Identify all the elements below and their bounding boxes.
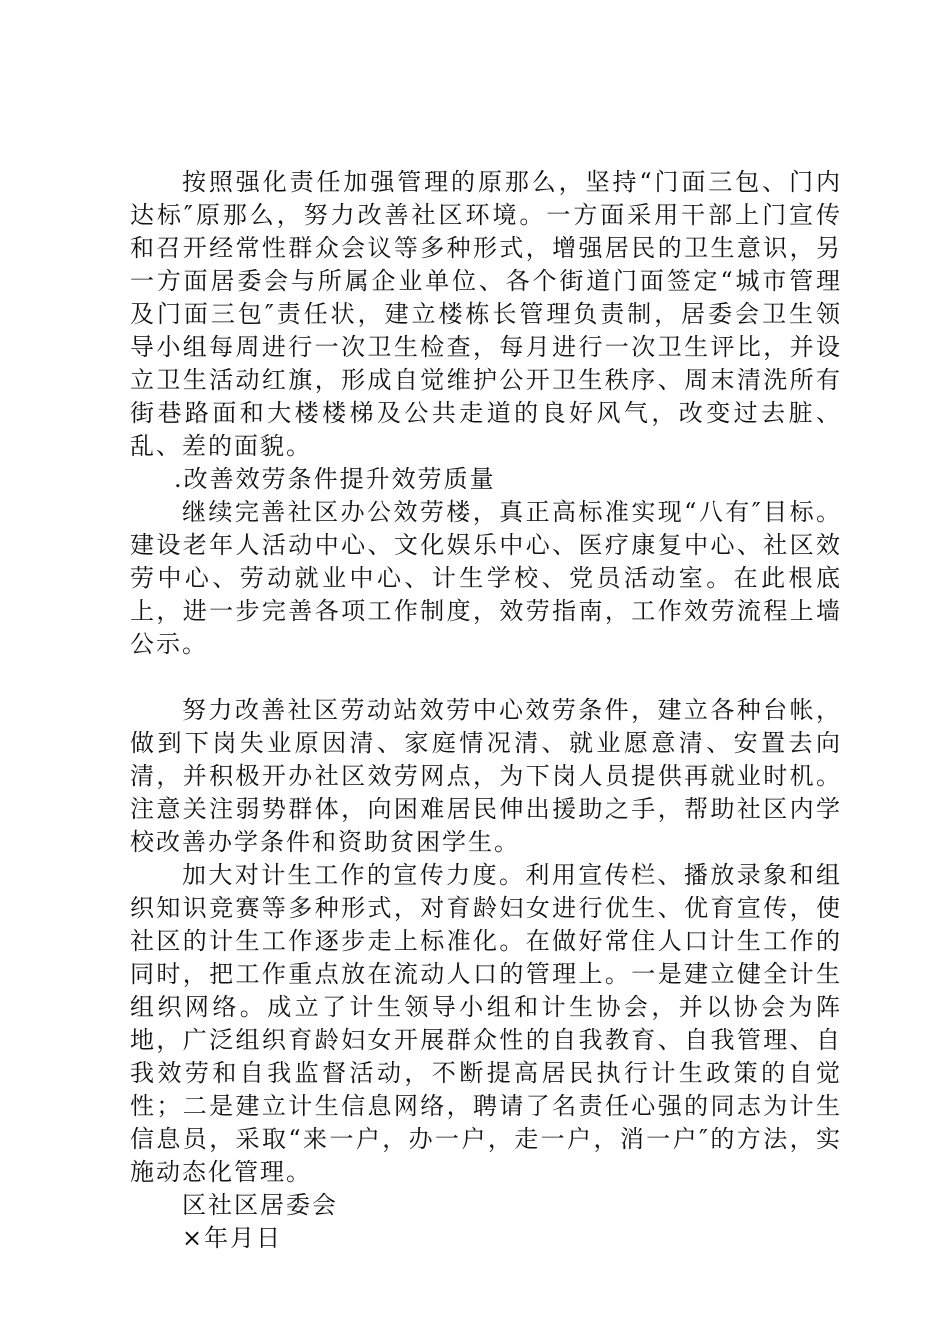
signature-organization: 区社区居委会	[182, 1191, 338, 1219]
paragraph-labor-station: 努力改善社区劳动站效劳中心效劳条件，建立各种台帐，做到下岗失业原因清、家庭情况清、就业愿意清、安置去向清，并积极开办社区效劳网点，为下岗人员提供再就业时机。注意关注弱势群体，向困难居民伸出援助之手，帮助社区内学校改善办学条件和资助贫困学生。	[130, 696, 842, 856]
signature-date: ×年月日	[182, 1224, 283, 1252]
paragraph-environment: 按照强化责任加强管理的原那么，坚持“门面三包、门内达标″原那么，努力改善社区环境。一方面采用干部上门宣传和召开经常性群众会议等多种形式，增强居民的卫生意识，另一方面居委会与所属企业单位、各个街道门面签定“城市管理及门面三包″责任状，建立楼栋长管理负责制，居委会卫生领导小组每周进行一次卫生检查，每月进行一次卫生评比，并设立卫生活动红旗，形成自觉维护公开卫生秩序、周末清洗所有街巷路面和大楼楼梯及公共走道的良好风气，改变过去脏、乱、差的面貌。	[130, 168, 842, 460]
document-body	[130, 166, 842, 1255]
paragraph-family-planning: 加大对计生工作的宣传力度。利用宣传栏、播放录象和组织知识竞赛等多种形式，对育龄妇女进行优生、优育宣传，使社区的计生工作逐步走上标准化。在做好常住人口计生工作的同时，把工作重点放在流动人口的管理上。一是建立健全计生组织网络。成立了计生领导小组和计生协会，并以协会为阵地，广泛组织育龄妇女开展群众性的自我教育、自我管理、自我效劳和自我监督活动，不断提高居民执行计生政策的自觉性；二是建立计生信息网络，聘请了名责任心强的同志为计生信息员，采取“来一户，办一户，走一户，消一户″的方法，实施动态化管理。	[130, 861, 842, 1186]
paragraph-office-building: 继续完善社区办公效劳楼，真正高标准实现“八有″目标。建设老年人活动中心、文化娱乐中心、医疗康复中心、社区效劳中心、劳动就业中心、计生学校、党员活动室。在此根底上，进一步完善各项工作制度，效劳指南，工作效劳流程上墙公示。	[130, 498, 842, 658]
section-heading-service: .改善效劳条件提升效劳质量	[174, 465, 496, 493]
